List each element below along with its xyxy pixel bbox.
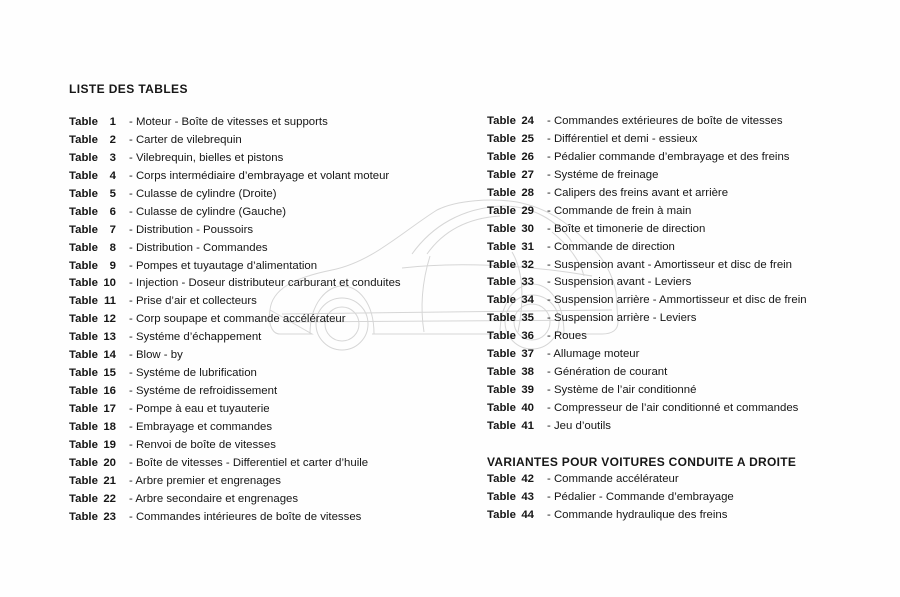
table-description: - Culasse de cylindre (Droite) — [129, 187, 277, 200]
table-description: - Suspension arrière - Ammortisseur et disc de frein — [547, 294, 807, 307]
table-entry — [69, 188, 401, 206]
table-label — [487, 384, 534, 396]
table-number: 34 — [521, 294, 534, 307]
table-entry — [487, 259, 807, 277]
table-description: - Moteur - Boîte de vitesses et supports — [129, 116, 328, 128]
table-label — [487, 259, 534, 271]
table-label — [69, 277, 116, 289]
table-label — [69, 511, 116, 523]
table-label — [487, 276, 534, 288]
table-description: - Pédalier - Commande d’embrayage — [547, 490, 734, 503]
table-label — [487, 509, 534, 521]
table-entry — [69, 116, 401, 134]
table-label — [69, 152, 116, 164]
table-prefix: Table — [487, 294, 516, 307]
table-entry — [69, 475, 401, 493]
table-number: 19 — [103, 438, 116, 451]
table-label — [487, 133, 534, 145]
table-label — [487, 402, 534, 414]
table-label — [487, 205, 534, 217]
table-prefix: Table — [69, 331, 98, 344]
table-label — [69, 295, 116, 307]
table-number: 29 — [521, 204, 534, 217]
table-prefix: Table — [69, 420, 98, 433]
table-label — [487, 241, 534, 253]
table-label — [69, 134, 116, 146]
table-label — [69, 385, 116, 397]
table-description: - Systéme d’échappement — [129, 331, 262, 344]
table-number: 4 — [109, 169, 116, 182]
table-number: 42 — [521, 473, 534, 485]
table-prefix: Table — [69, 187, 98, 200]
table-description: - Systéme de refroidissement — [129, 385, 278, 398]
table-number: 8 — [109, 241, 116, 254]
table-description: - Pompes et tuyautage d’alimentation — [129, 259, 318, 272]
table-prefix: Table — [69, 313, 98, 326]
table-entry — [69, 206, 401, 224]
table-prefix: Table — [487, 330, 516, 343]
table-prefix: Table — [69, 438, 98, 451]
table-entry — [487, 509, 734, 527]
table-prefix: Table — [487, 384, 516, 397]
table-description: - Corp soupape et commande accélérateur — [129, 313, 346, 326]
table-number: 24 — [521, 115, 534, 127]
table-entry — [69, 224, 401, 242]
table-number: 25 — [521, 132, 534, 145]
table-entry — [487, 330, 807, 348]
table-number: 3 — [109, 151, 116, 164]
table-prefix: Table — [487, 115, 516, 127]
table-entry — [487, 348, 807, 366]
table-label — [69, 206, 116, 218]
table-description: - Blow - by — [129, 349, 183, 362]
table-number: 21 — [103, 474, 116, 487]
table-label — [69, 188, 116, 200]
table-entry — [487, 205, 807, 223]
table-label — [69, 475, 116, 487]
table-label — [69, 170, 116, 182]
table-number: 44 — [521, 508, 534, 521]
table-label — [487, 294, 534, 306]
table-number: 11 — [103, 295, 116, 308]
table-prefix: Table — [487, 258, 516, 271]
table-prefix: Table — [487, 150, 516, 163]
table-prefix: Table — [69, 492, 98, 505]
table-prefix: Table — [69, 510, 98, 523]
table-number: 28 — [521, 186, 534, 199]
table-description: - Renvoi de boîte de vitesses — [129, 438, 276, 451]
table-description: - Pédalier commande d’embrayage et des freins — [547, 150, 790, 163]
table-prefix: Table — [69, 223, 98, 236]
table-prefix: Table — [69, 385, 98, 398]
table-number: 35 — [521, 312, 534, 325]
table-description: - Distribution - Commandes — [129, 241, 268, 254]
table-label — [487, 348, 534, 360]
table-number: 14 — [103, 349, 116, 362]
table-label — [487, 366, 534, 378]
table-number: 10 — [103, 277, 116, 290]
table-entry — [487, 115, 807, 133]
table-entry — [487, 133, 807, 151]
table-entry — [69, 170, 401, 188]
table-label — [69, 313, 116, 325]
table-number: 23 — [103, 510, 116, 523]
table-number: 9 — [109, 259, 116, 272]
table-entry — [69, 439, 401, 457]
table-description: - Systéme de lubrification — [129, 367, 257, 380]
table-description: - Jeu d’outils — [547, 419, 611, 432]
table-label — [487, 473, 534, 485]
table-description: - Commande accélérateur — [547, 473, 679, 485]
table-label — [69, 260, 116, 272]
table-label — [487, 312, 534, 324]
table-description: - Culasse de cylindre (Gauche) — [129, 205, 287, 218]
table-entry — [69, 152, 401, 170]
table-number: 32 — [521, 258, 534, 271]
table-entry — [487, 366, 807, 384]
table-description: - Commande de direction — [547, 240, 675, 253]
table-prefix: Table — [69, 349, 98, 362]
table-prefix: Table — [487, 419, 516, 432]
variants-list — [487, 473, 734, 527]
table-entry — [69, 295, 401, 313]
table-prefix: Table — [69, 241, 98, 254]
table-prefix: Table — [487, 312, 516, 325]
table-entry — [69, 511, 401, 529]
table-description: - Arbre secondaire et engrenages — [129, 492, 299, 505]
table-prefix: Table — [487, 240, 516, 253]
table-description: - Différentiel et demi - essieux — [547, 132, 698, 145]
table-number: 12 — [103, 313, 116, 326]
table-entry — [487, 384, 807, 402]
table-prefix: Table — [69, 295, 98, 308]
table-prefix: Table — [69, 474, 98, 487]
table-prefix: Table — [487, 366, 516, 379]
table-label — [69, 242, 116, 254]
table-number: 39 — [521, 384, 534, 397]
table-number: 18 — [103, 420, 116, 433]
table-number: 40 — [521, 402, 534, 414]
table-prefix: Table — [69, 205, 98, 218]
table-description: - Suspension avant - Amortisseur et disc de frein — [547, 258, 793, 271]
table-entry — [69, 457, 401, 475]
table-number: 13 — [103, 331, 116, 344]
table-description: - Carter de vilebrequin — [129, 133, 242, 146]
table-label — [69, 224, 116, 236]
table-description: - Commande hydraulique des freins — [547, 508, 728, 521]
table-entry — [69, 349, 401, 367]
table-label — [69, 421, 116, 433]
table-label — [69, 116, 116, 128]
table-entry — [69, 403, 401, 421]
table-prefix: Table — [487, 473, 516, 485]
table-prefix: Table — [487, 490, 516, 503]
table-label — [69, 403, 116, 415]
table-entry — [69, 134, 401, 152]
table-number: 15 — [103, 367, 116, 380]
table-description: - Corps intermédiaire d’embrayage et volant moteur — [129, 169, 390, 182]
table-number: 5 — [109, 187, 116, 200]
table-description: - Pompe à eau et tuyauterie — [129, 403, 270, 415]
table-entry — [487, 420, 807, 438]
table-number: 41 — [521, 419, 534, 432]
table-label — [69, 493, 116, 505]
table-prefix: Table — [487, 508, 516, 521]
table-prefix: Table — [69, 259, 98, 272]
table-label — [487, 330, 534, 342]
table-prefix: Table — [69, 151, 98, 164]
table-entry — [487, 276, 807, 294]
table-description: - Prise d’air et collecteurs — [129, 295, 257, 308]
table-number: 17 — [103, 403, 116, 415]
table-prefix: Table — [69, 277, 98, 290]
table-number: 20 — [103, 456, 116, 469]
table-prefix: Table — [69, 169, 98, 182]
table-prefix: Table — [69, 403, 98, 415]
table-number: 22 — [103, 492, 116, 505]
table-label — [487, 223, 534, 235]
table-description: - Boîte et timonerie de direction — [547, 222, 706, 235]
table-description: - Systéme de freinage — [547, 168, 659, 181]
table-prefix: Table — [69, 116, 98, 128]
table-number: 26 — [521, 150, 534, 163]
table-description: - Génération de courant — [547, 366, 668, 379]
table-description: - Vilebrequin, bielles et pistons — [129, 151, 284, 164]
table-entry — [487, 169, 807, 187]
table-prefix: Table — [487, 348, 516, 361]
table-prefix: Table — [69, 456, 98, 469]
table-entry — [487, 294, 807, 312]
table-number: 27 — [521, 168, 534, 181]
table-description: - Arbre premier et engrenages — [129, 474, 281, 487]
table-prefix: Table — [487, 168, 516, 181]
table-number: 30 — [521, 222, 534, 235]
table-description: - Injection - Doseur distributeur carburant et conduites — [129, 277, 401, 290]
table-prefix: Table — [69, 133, 98, 146]
table-prefix: Table — [487, 402, 516, 414]
table-number: 2 — [109, 133, 116, 146]
table-list-right — [487, 115, 807, 438]
table-entry — [487, 402, 807, 420]
table-number: 33 — [521, 276, 534, 289]
table-number: 31 — [521, 240, 534, 253]
table-number: 16 — [103, 385, 116, 398]
table-description: - Boîte de vitesses - Differentiel et carter d’huile — [129, 456, 369, 469]
table-label — [69, 457, 116, 469]
table-label — [69, 331, 116, 343]
table-number: 36 — [521, 330, 534, 343]
table-description: - Système de l’air conditionné — [547, 384, 697, 397]
table-prefix: Table — [487, 276, 516, 289]
table-entry — [487, 187, 807, 205]
table-label — [487, 491, 534, 503]
table-entry — [487, 491, 734, 509]
table-prefix: Table — [487, 204, 516, 217]
table-prefix: Table — [487, 222, 516, 235]
table-entry — [69, 260, 401, 278]
table-number: 1 — [109, 116, 116, 128]
table-number: 43 — [521, 490, 534, 503]
page-title: LISTE DES TABLES — [69, 82, 188, 96]
table-prefix: Table — [487, 132, 516, 145]
table-label — [69, 439, 116, 451]
table-description: - Suspension arrière - Leviers — [547, 312, 697, 325]
table-entry — [487, 473, 734, 491]
table-entry — [69, 385, 401, 403]
table-entry — [69, 331, 401, 349]
variants-heading: VARIANTES POUR VOITURES CONDUITE A DROITE — [487, 455, 797, 469]
table-entry — [69, 277, 401, 295]
table-description: - Suspension avant - Leviers — [547, 276, 692, 289]
table-description: - Commande de frein à main — [547, 204, 692, 217]
table-description: - Commandes extérieures de boîte de vitesses — [547, 115, 783, 127]
table-entry — [487, 312, 807, 330]
table-prefix: Table — [69, 367, 98, 380]
table-entry — [487, 241, 807, 259]
table-entry — [487, 223, 807, 241]
table-description: - Distribution - Poussoirs — [129, 223, 254, 236]
table-description: - Roues — [547, 330, 587, 343]
table-list-left — [69, 116, 401, 529]
table-number: 7 — [109, 223, 116, 236]
table-label — [69, 367, 116, 379]
table-entry — [69, 242, 401, 260]
table-number: 6 — [109, 205, 116, 218]
table-description: - Commandes intérieures de boîte de vitesses — [129, 510, 362, 523]
table-description: - Allumage moteur — [547, 348, 640, 361]
table-number: 37 — [521, 348, 534, 361]
table-label — [487, 169, 534, 181]
table-description: - Compresseur de l’air conditionné et commandes — [547, 402, 799, 414]
table-number: 38 — [521, 366, 534, 379]
table-entry — [69, 313, 401, 331]
table-description: - Calipers des freins avant et arrière — [547, 186, 729, 199]
table-label — [487, 151, 534, 163]
table-label — [69, 349, 116, 361]
table-label — [487, 115, 534, 127]
table-entry — [69, 367, 401, 385]
table-entry — [69, 493, 401, 511]
table-entry — [487, 151, 807, 169]
table-description: - Embrayage et commandes — [129, 420, 273, 433]
table-label — [487, 420, 534, 432]
table-label — [487, 187, 534, 199]
table-prefix: Table — [487, 186, 516, 199]
table-entry — [69, 421, 401, 439]
